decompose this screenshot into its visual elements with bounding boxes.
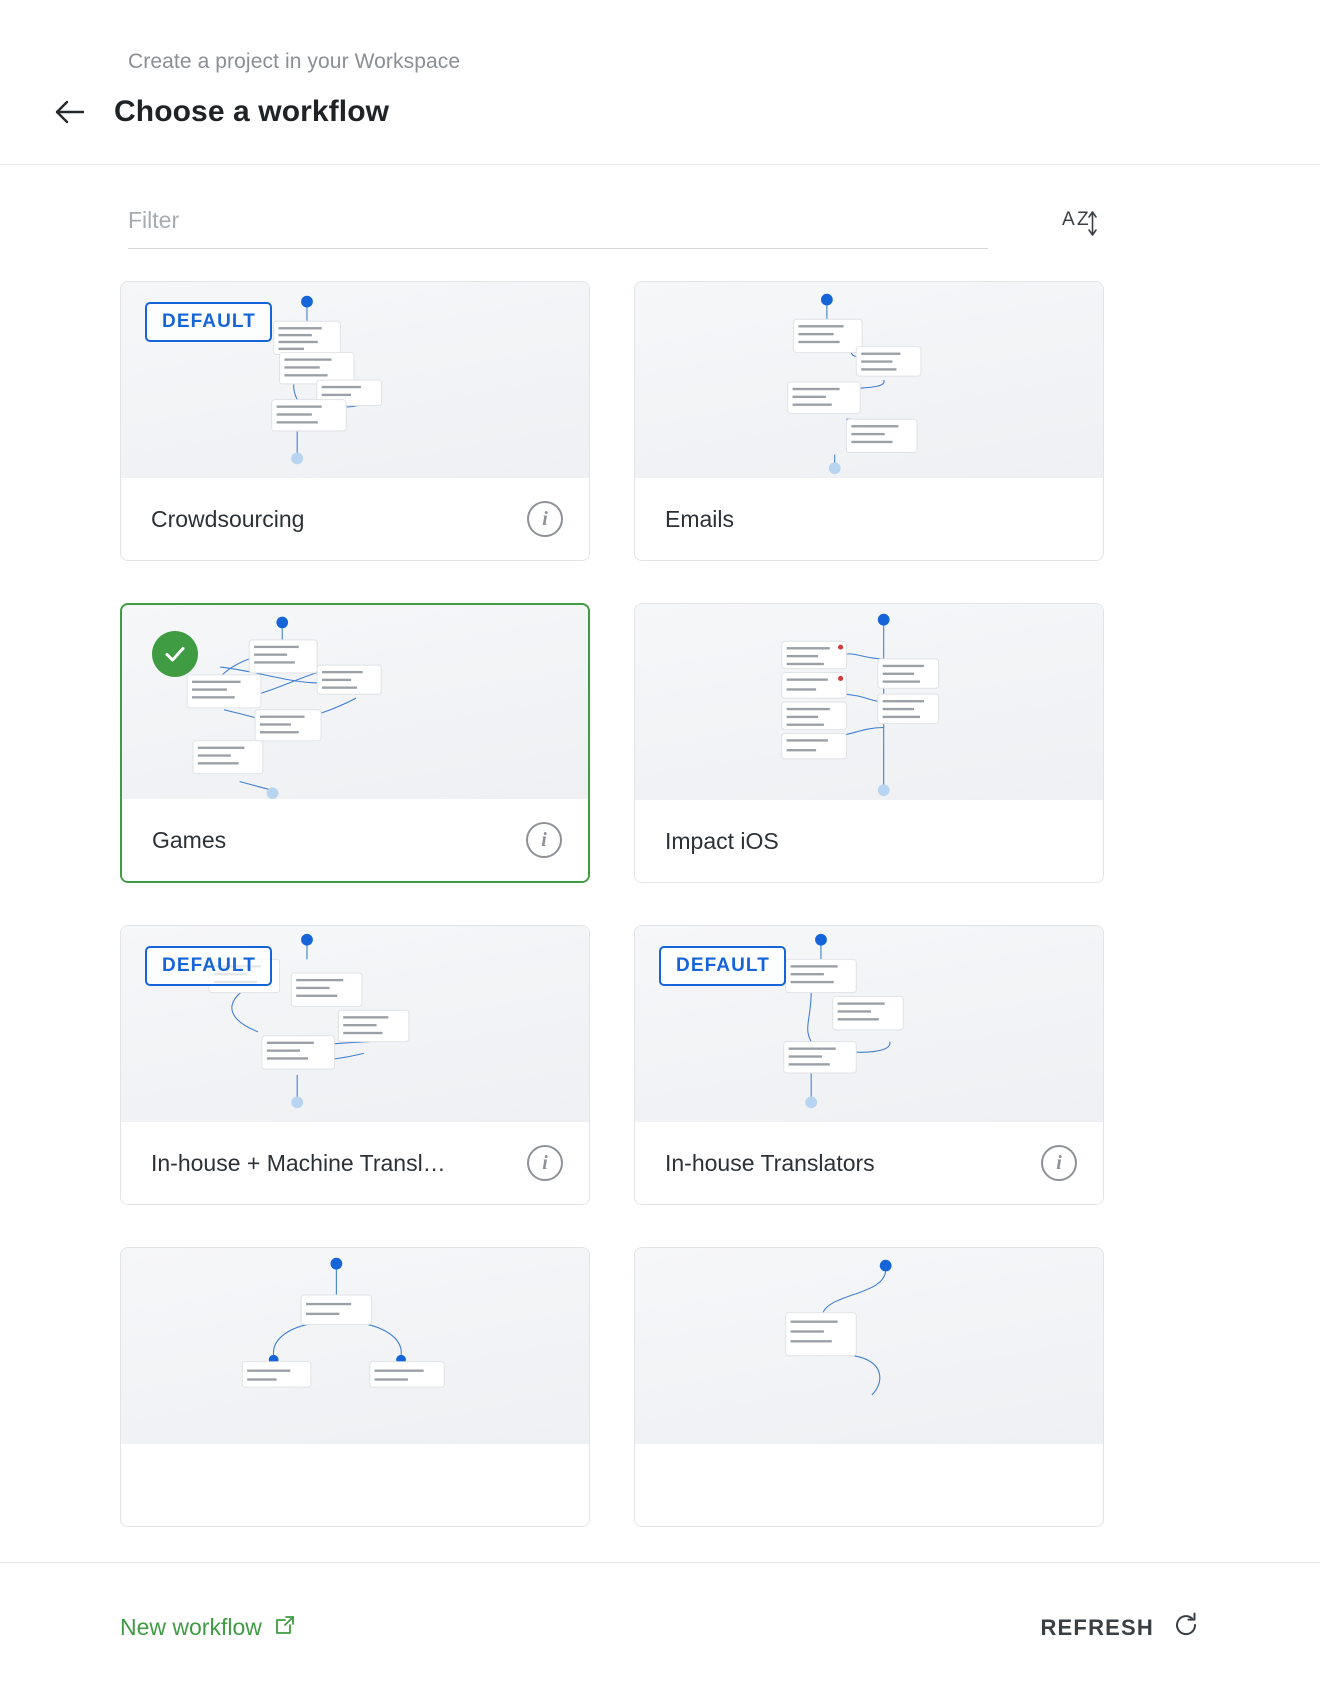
workflow-title: In-house + Machine Transl… (151, 1149, 446, 1176)
svg-text:A: A (1062, 209, 1075, 230)
filter-input[interactable] (128, 207, 988, 234)
workflow-card[interactable] (634, 1247, 1104, 1527)
workflow-card-footer (121, 1122, 589, 1204)
status-badge: DEFAULT (145, 946, 272, 986)
workflow-title: Games (152, 826, 227, 853)
workflow-thumbnail (635, 282, 1103, 478)
new-workflow-label: New workflow (120, 1614, 262, 1640)
status-badge: DEFAULT (659, 946, 786, 986)
info-icon[interactable]: i (1041, 1145, 1077, 1181)
workflow-card[interactable] (120, 281, 590, 561)
page-footer (0, 1562, 1320, 1692)
workflow-diagram-icon (635, 1248, 1103, 1444)
arrow-left-icon[interactable] (46, 88, 94, 136)
workflow-thumbnail (635, 926, 1103, 1122)
workflow-card[interactable] (634, 925, 1104, 1205)
workflow-title: Impact iOS (665, 827, 779, 854)
workflow-card[interactable] (634, 603, 1104, 883)
workflow-title: Crowdsourcing (151, 505, 305, 532)
filter-field-wrap (128, 207, 988, 249)
workflow-title: In-house Translators (665, 1149, 875, 1176)
breadcrumb: Create a project in your Workspace (128, 50, 461, 73)
workflow-thumbnail (121, 282, 589, 478)
workflow-thumbnail (121, 1248, 589, 1444)
external-link-icon (274, 1614, 296, 1642)
refresh-label: REFRESH (1040, 1614, 1154, 1640)
page-header (0, 0, 1320, 165)
workflow-grid-scroll[interactable] (0, 249, 1320, 1562)
workflow-thumbnail (635, 1248, 1103, 1444)
header-row (0, 88, 1320, 136)
status-badge: DEFAULT (145, 302, 272, 342)
workflow-diagram-icon (122, 605, 588, 799)
workflow-card[interactable] (634, 281, 1104, 561)
workflow-thumbnail (635, 604, 1103, 800)
workflow-grid (0, 281, 1320, 1527)
workflow-diagram-icon (635, 282, 1103, 478)
workflow-card-footer (635, 1444, 1103, 1526)
refresh-icon (1172, 1611, 1200, 1645)
workflow-card-footer (635, 1122, 1103, 1204)
refresh-button[interactable] (1040, 1611, 1200, 1645)
info-icon[interactable]: i (526, 822, 562, 858)
workflow-diagram-icon (121, 1248, 589, 1444)
info-icon[interactable]: i (527, 501, 563, 537)
filter-bar (0, 165, 1320, 249)
workflow-card-footer (635, 478, 1103, 560)
selected-check-icon (152, 631, 198, 677)
workflow-card-footer (121, 1444, 589, 1526)
workflow-card-footer (122, 799, 588, 881)
workflow-thumbnail (122, 605, 588, 799)
workflow-diagram-icon (635, 604, 1103, 800)
workflow-card[interactable] (120, 925, 590, 1205)
info-icon[interactable]: i (527, 1145, 563, 1181)
workflow-card-selected[interactable] (120, 603, 590, 883)
workflow-card[interactable] (120, 1247, 590, 1527)
svg-text:Z: Z (1077, 209, 1089, 230)
new-workflow-button[interactable] (120, 1614, 296, 1642)
page-title: Choose a workflow (114, 95, 390, 128)
workflow-title: Emails (665, 505, 735, 532)
sort-az-icon[interactable] (1054, 197, 1108, 251)
workflow-card-footer (121, 478, 589, 560)
workflow-card-footer (635, 800, 1103, 882)
workflow-thumbnail (121, 926, 589, 1122)
